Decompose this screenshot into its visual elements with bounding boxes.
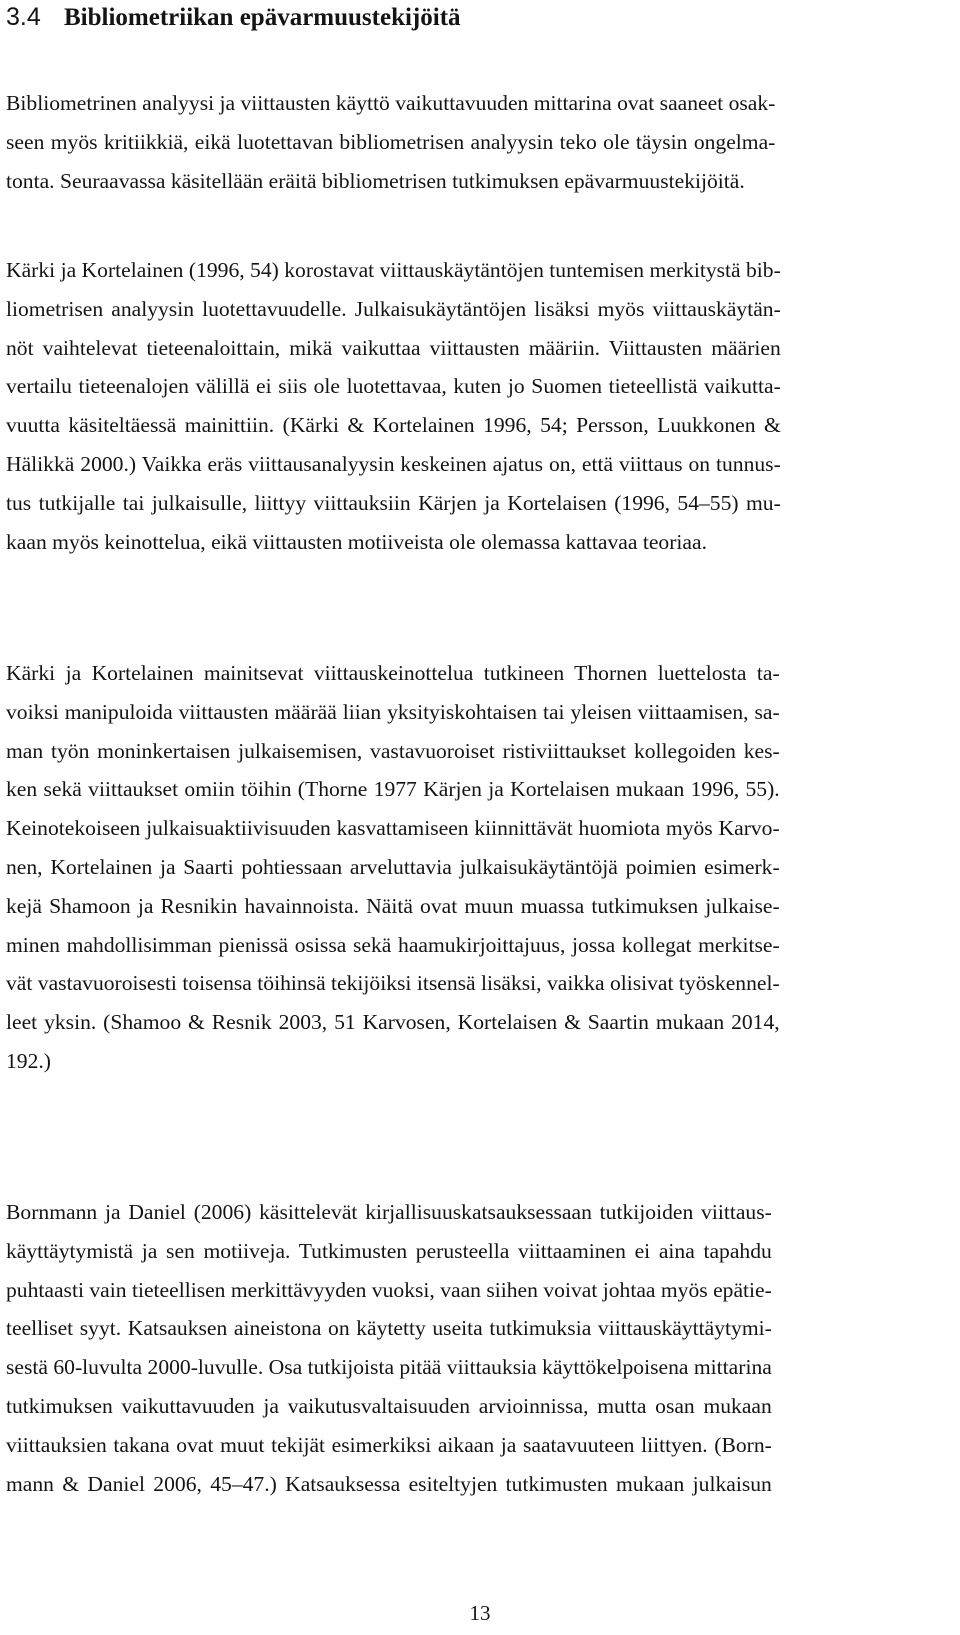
paragraph-line: Hälikkä 2000.) Vaikka eräs viittausanalyysin keskeinen ajatus on, että viittaus on tunnus-	[6, 451, 781, 476]
paragraph-line: Kärki ja Kortelainen mainitsevat viittauskeinottelua tutkineen Thornen luettelosta ta-	[6, 661, 780, 685]
paragraph-line: vertailu tieteenalojen välillä ei siis ole luotettavaa, kuten jo Suomen tieteellistä vaikutta-	[6, 374, 781, 399]
document-page	[6, 0, 919, 1496]
paragraph-line: 192.)	[6, 1048, 51, 1073]
paragraph-4	[6, 1193, 772, 1503]
paragraph-line: Kärki ja Kortelainen (1996, 54) korostavat viittauskäytäntöjen tuntemisen merkitystä bib-	[6, 258, 781, 282]
paragraph-line: viittauksien takana ovat muut tekijät esimerkiksi aikaan ja saatavuuteen liittyen. (Born-	[6, 1432, 772, 1457]
paragraph-line: tutkimuksen vaikuttavuuden ja vaikutusvaltaisuuden arvioinnissa, mutta osan mukaan	[6, 1393, 772, 1418]
section-heading	[6, 0, 919, 42]
paragraph-line: tonta. Seuraavassa käsitellään eräitä bibliometrisen tutkimuksen epävarmuustekijöitä.	[6, 168, 745, 193]
paragraph-line: kaan myös keinottelua, eikä viittausten motiiveista ole olemassa kattavaa teoriaa.	[6, 529, 707, 554]
paragraph-line: Keinotekoiseen julkaisuaktiivisuuden kasvattamiseen kiinnittävät huomiota myös Karvo-	[6, 816, 780, 841]
paragraph-line: seen myös kritiikkiä, eikä luotettavan bibliometrisen analyysin teko ole täysin ongelma-	[6, 129, 776, 154]
paragraph-line: ken sekä viittaukset omiin töihin (Thorne 1977 Kärjen ja Kortelaisen mukaan 1996, 55).	[6, 777, 780, 802]
paragraph-1	[6, 84, 775, 200]
paragraph-line: vät vastavuoroisesti toisensa töihinsä tekijöiksi itsensä lisäksi, vaikka olisivat työskennel-	[6, 971, 780, 996]
paragraph-line: leet yksin. (Shamoo & Resnik 2003, 51 Karvosen, Kortelaisen & Saartin mukaan 2014,	[6, 1010, 780, 1035]
paragraph-line: teelliset syyt. Katsauksen aineistona on käytetty useita tutkimuksia viittauskäyttäytymi-	[6, 1316, 772, 1341]
section-title: Bibliometriikan epävarmuustekijöitä	[64, 4, 461, 31]
paragraph-line: liometrisen analyysin luotettavuudelle. Julkaisukäytäntöjen lisäksi myös viittauskäytän-	[6, 296, 781, 321]
paragraph-line: kejä Shamoon ja Resnikin havainnoista. Näitä ovat muun muassa tutkimuksen julkaise-	[6, 893, 780, 918]
page-number: 13	[469, 1601, 491, 1625]
paragraph-line: käyttäytymistä ja sen motiiveja. Tutkimusten perusteella viittaaminen ei aina tapahdu	[6, 1238, 772, 1263]
paragraph-line: sestä 60-luvulta 2000-luvulle. Osa tutkijoista pitää viittauksia käyttökelpoisena mittarina	[6, 1355, 772, 1380]
paragraph-line: nöt vaihtelevat tieteenaloittain, mikä vaikuttaa viittausten määriin. Viittausten määrien	[6, 335, 781, 360]
paragraph-line: puhtaasti vain tieteellisen merkittävyyden vuoksi, vaan siihen voivat johtaa myös epätie-	[6, 1277, 772, 1302]
paragraph-line: nen, Kortelainen ja Saarti pohtiessaan arveluttavia julkaisukäytäntöjä poimien esimerk-	[6, 854, 780, 879]
paragraph-3	[6, 654, 780, 1081]
paragraph-line: mann & Daniel 2006, 45–47.) Katsauksessa esiteltyjen tutkimusten mukaan julkaisun	[6, 1471, 772, 1496]
paragraph-line: voiksi manipuloida viittausten määrää liian yksityiskohtaisen tai yleisen viittaamisen, sa-	[6, 699, 780, 724]
paragraph-line: Bibliometrinen analyysi ja viittausten käyttö vaikuttavuuden mittarina ovat saaneet osak-	[6, 91, 776, 115]
section-number: 3.4	[6, 3, 41, 31]
paragraph-line: minen mahdollisimman pienissä osissa sekä haamukirjoittajuus, jossa kollegat merkitse-	[6, 932, 780, 957]
paragraph-line: vuutta käsiteltäessä mainittiin. (Kärki & Kortelainen 1996, 54; Persson, Luukkonen &	[6, 413, 781, 438]
paragraph-line: tus tutkijalle tai julkaisulle, liittyy viittauksiin Kärjen ja Kortelaisen (1996, 54–55) mu-	[6, 490, 781, 515]
paragraph-line: Bornmann ja Daniel (2006) käsittelevät kirjallisuuskatsauksessaan tutkijoiden viittaus-	[6, 1200, 772, 1224]
paragraph-line: man työn moninkertaisen julkaisemisen, vastavuoroiset ristiviittaukset kollegoiden kes-	[6, 738, 780, 763]
paragraph-2	[6, 251, 781, 561]
